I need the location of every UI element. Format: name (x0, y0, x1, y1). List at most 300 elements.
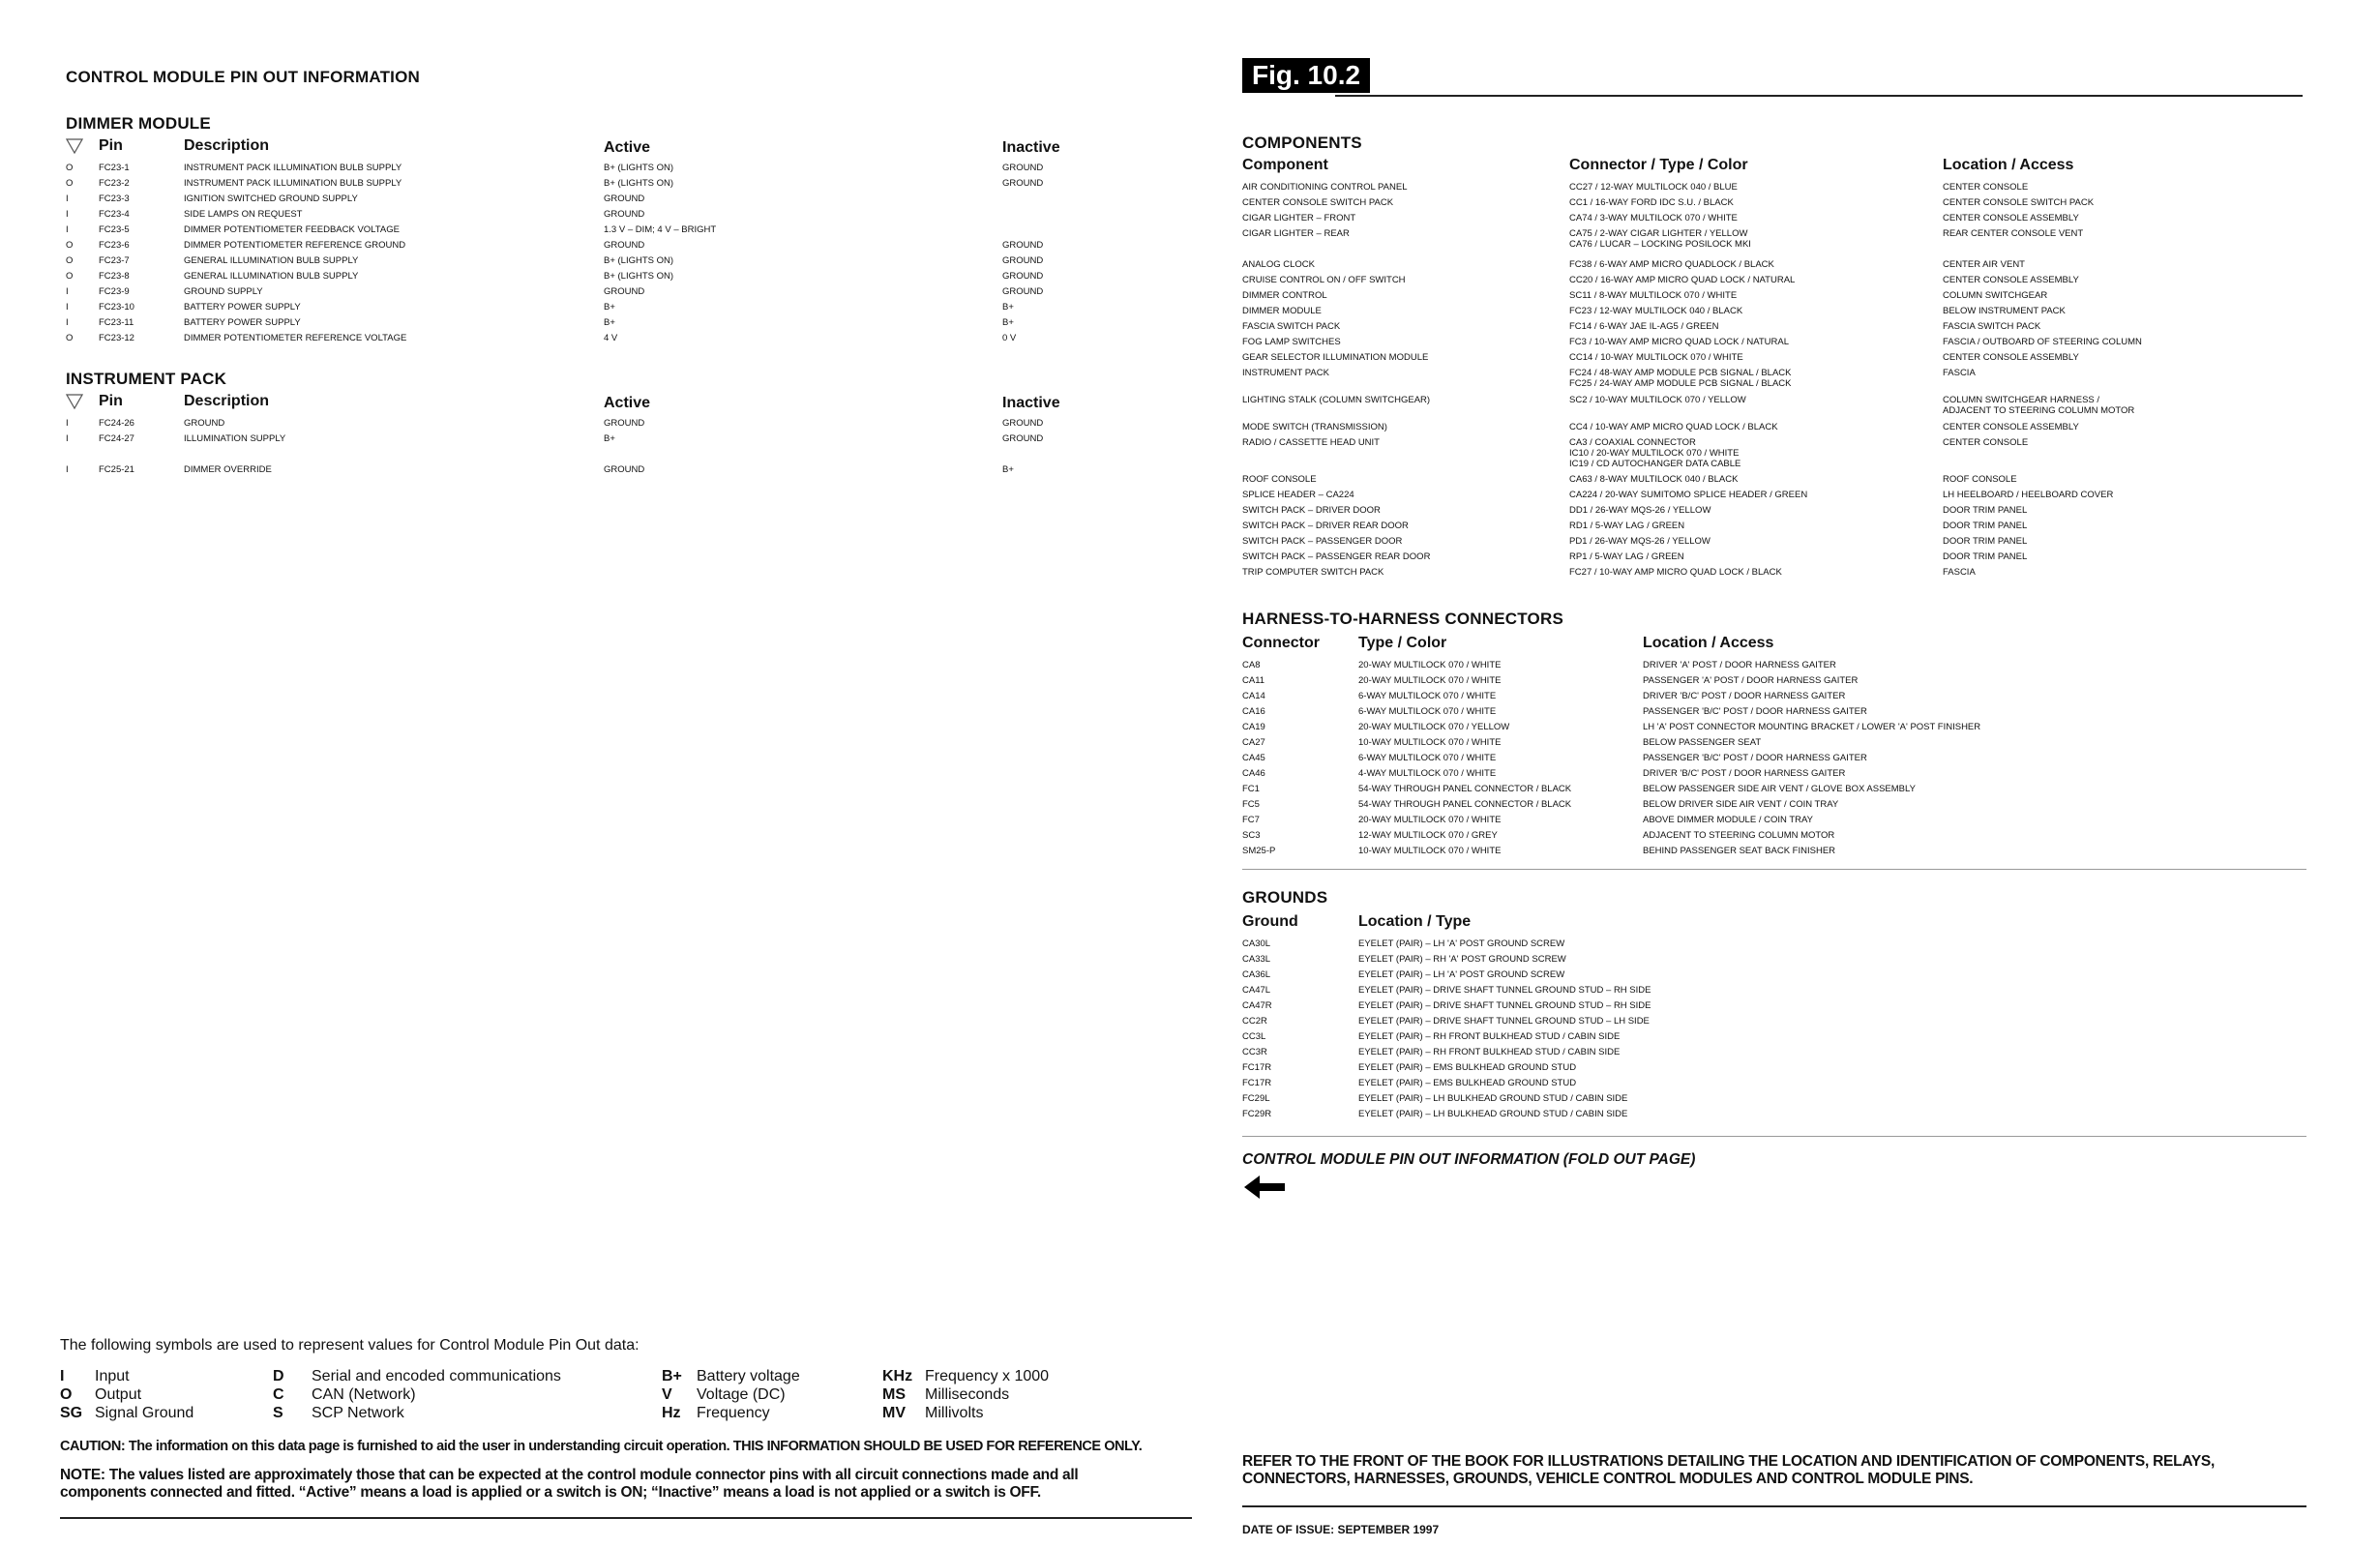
symbol-code: V (662, 1386, 672, 1403)
io-type: O (66, 178, 74, 189)
type-color: 20-WAY MULTILOCK 070 / YELLOW (1358, 722, 1510, 732)
connector-id: CA11 (1242, 675, 1265, 686)
active-value: B+ (LIGHTS ON) (604, 255, 674, 266)
table-row (1242, 983, 2306, 998)
col-location-type: Location / Type (1358, 913, 1472, 930)
col-type-color: Type / Color (1358, 635, 1447, 651)
inactive-value: GROUND (1002, 240, 1044, 251)
location-access: DOOR TRIM PANEL (1943, 521, 2028, 531)
connector-id: CA46 (1242, 768, 1265, 779)
connector-type: CC20 / 16-WAY AMP MICRO QUAD LOCK / NATURAL (1569, 275, 1796, 285)
location-access: FASCIA (1943, 567, 1976, 578)
connector-type: FC38 / 6-WAY AMP MICRO QUADLOCK / BLACK (1569, 259, 1774, 270)
fig-rule (1335, 95, 2303, 97)
io-type: I (66, 302, 69, 313)
component-name: FASCIA SWITCH PACK (1242, 321, 1341, 332)
connector-type: FC27 / 10-WAY AMP MICRO QUAD LOCK / BLACK (1569, 567, 1782, 578)
connector-type: DD1 / 26-WAY MQS-26 / YELLOW (1569, 505, 1711, 516)
location-access: FASCIA (1943, 368, 1976, 378)
table-row (66, 253, 1178, 269)
location-access: FASCIA SWITCH PACK (1943, 321, 2041, 332)
type-color: 6-WAY MULTILOCK 070 / WHITE (1358, 706, 1497, 717)
table-row (1242, 257, 2306, 273)
pin-description: IGNITION SWITCHED GROUND SUPPLY (184, 194, 358, 204)
active-value: B+ (LIGHTS ON) (604, 163, 674, 173)
ground-id: FC17R (1242, 1062, 1272, 1073)
inactive-value: GROUND (1002, 418, 1044, 429)
pin-description: INSTRUMENT PACK ILLUMINATION BULB SUPPLY (184, 178, 402, 189)
active-value: GROUND (604, 209, 645, 220)
location-access: ROOF CONSOLE (1943, 474, 2017, 485)
active-value: GROUND (604, 418, 645, 429)
table-row (66, 432, 1178, 447)
ground-id: CC3L (1242, 1031, 1266, 1042)
location-access: BEHIND PASSENGER SEAT BACK FINISHER (1643, 846, 1836, 856)
table-row (1242, 288, 2306, 304)
io-type: I (66, 418, 69, 429)
instrument-table-body (66, 416, 1178, 484)
pin-description: DIMMER POTENTIOMETER REFERENCE GROUND (184, 240, 406, 251)
type-color: 20-WAY MULTILOCK 070 / WHITE (1358, 660, 1502, 670)
symbol-code: D (273, 1368, 284, 1384)
col-component: Component (1242, 157, 1328, 173)
pin-id: FC23-3 (99, 194, 130, 204)
io-type: I (66, 224, 69, 235)
active-value: GROUND (604, 240, 645, 251)
table-row (1242, 304, 2306, 319)
inactive-value: GROUND (1002, 178, 1044, 189)
ground-id: CA47L (1242, 985, 1271, 996)
table-row (1242, 319, 2306, 335)
inactive-value: GROUND (1002, 433, 1044, 444)
io-triangle-icon (66, 393, 83, 415)
instrument-pack-heading: INSTRUMENT PACK (66, 370, 227, 388)
table-row (1242, 1029, 2306, 1045)
symbol-code: SG (60, 1405, 83, 1421)
connector-type: CA63 / 8-WAY MULTILOCK 040 / BLACK (1569, 474, 1739, 485)
component-name: FOG LAMP SWITCHES (1242, 337, 1341, 347)
connector-id: SM25-P (1242, 846, 1276, 856)
table-row (1242, 550, 2306, 565)
ground-id: CA36L (1242, 969, 1271, 980)
table-row (1242, 1060, 2306, 1076)
col-pin: Pin (99, 137, 123, 154)
connector-type: RD1 / 5-WAY LAG / GREEN (1569, 521, 1685, 531)
symbol-meaning: Milliseconds (925, 1386, 1010, 1403)
connector-type: FC14 / 6-WAY JAE IL-AG5 / GREEN (1569, 321, 1719, 332)
pin-id: FC23-9 (99, 286, 130, 297)
type-color: 20-WAY MULTILOCK 070 / WHITE (1358, 815, 1502, 825)
table-row (1242, 735, 2306, 751)
grounds-header (1242, 913, 2306, 935)
io-type: O (66, 163, 74, 173)
table-row (1242, 1107, 2306, 1122)
table-row (1242, 1045, 2306, 1060)
table-row (1242, 273, 2306, 288)
pin-description: BATTERY POWER SUPPLY (184, 302, 301, 313)
pin-id: FC23-10 (99, 302, 134, 313)
connector-id: FC5 (1242, 799, 1260, 810)
symbol-code: MS (882, 1386, 906, 1403)
pin-description: SIDE LAMPS ON REQUEST (184, 209, 303, 220)
connector-type: CA74 / 3-WAY MULTILOCK 070 / WHITE (1569, 213, 1738, 223)
type-color: 10-WAY MULTILOCK 070 / WHITE (1358, 846, 1502, 856)
col-inactive: Inactive (1002, 395, 1060, 411)
io-type: O (66, 240, 74, 251)
component-name: DIMMER MODULE (1242, 306, 1322, 316)
symbol-code: C (273, 1386, 284, 1403)
location-type: EYELET (PAIR) – LH BULKHEAD GROUND STUD / CABIN SIDE (1358, 1109, 1628, 1119)
io-type: I (66, 433, 69, 444)
io-type: I (66, 194, 69, 204)
type-color: 6-WAY MULTILOCK 070 / WHITE (1358, 691, 1497, 701)
table-row (66, 192, 1178, 207)
table-row (1242, 673, 2306, 689)
connector-type: CA75 / 2-WAY CIGAR LIGHTER / YELLOW (1569, 228, 1748, 239)
active-value: B+ (604, 302, 615, 313)
harness-divider (1242, 869, 2306, 870)
figure-label: Fig. 10.2 (1242, 58, 1370, 93)
location-access: BELOW PASSENGER SEAT (1643, 737, 1762, 748)
symbol-code: S (273, 1405, 283, 1421)
location-access: ADJACENT TO STEERING COLUMN MOTOR (1943, 405, 2135, 416)
ground-id: CC3R (1242, 1047, 1267, 1057)
location-access: REAR CENTER CONSOLE VENT (1943, 228, 2084, 239)
table-row (1242, 1091, 2306, 1107)
pin-description: ILLUMINATION SUPPLY (184, 433, 286, 444)
grounds-table-body (1242, 937, 2306, 1130)
inactive-value: GROUND (1002, 255, 1044, 266)
pin-id: FC23-2 (99, 178, 130, 189)
connector-type: FC25 / 24-WAY AMP MODULE PCB SIGNAL / BLACK (1569, 378, 1792, 389)
table-row (1242, 472, 2306, 488)
pin-id: FC23-5 (99, 224, 130, 235)
location-access: CENTER CONSOLE ASSEMBLY (1943, 422, 2079, 432)
connector-id: SC3 (1242, 830, 1261, 841)
io-type: O (66, 333, 74, 343)
component-name: RADIO / CASSETTE HEAD UNIT (1242, 437, 1380, 448)
connector-type: FC3 / 10-WAY AMP MICRO QUAD LOCK / NATURAL (1569, 337, 1789, 347)
connector-id: FC7 (1242, 815, 1260, 825)
col-location-access: Location / Access (1643, 635, 1774, 651)
connector-id: CA8 (1242, 660, 1261, 670)
io-triangle-icon (66, 137, 83, 160)
symbol-meaning: Output (95, 1386, 142, 1403)
location-access: DRIVER 'B/C' POST / DOOR HARNESS GAITER (1643, 768, 1846, 779)
io-type: I (66, 464, 69, 475)
table-row (1242, 350, 2306, 366)
table-row (66, 315, 1178, 331)
connector-type: CC4 / 10-WAY AMP MICRO QUAD LOCK / BLACK (1569, 422, 1778, 432)
connector-id: CA16 (1242, 706, 1265, 717)
table-row (1242, 766, 2306, 782)
location-access: DOOR TRIM PANEL (1943, 536, 2028, 547)
table-row (1242, 435, 2306, 472)
location-type: EYELET (PAIR) – RH 'A' POST GROUND SCREW (1358, 954, 1566, 965)
table-row (66, 176, 1178, 192)
connector-id: FC1 (1242, 784, 1260, 794)
table-row (66, 161, 1178, 176)
component-name: SWITCH PACK – PASSENGER REAR DOOR (1242, 551, 1431, 562)
table-row (66, 300, 1178, 315)
table-row (66, 462, 1178, 478)
connector-type: FC23 / 12-WAY MULTILOCK 040 / BLACK (1569, 306, 1743, 316)
inactive-value: 0 V (1002, 333, 1017, 343)
type-color: 4-WAY MULTILOCK 070 / WHITE (1358, 768, 1497, 779)
active-value: GROUND (604, 286, 645, 297)
connector-type: SC11 / 8-WAY MULTILOCK 070 / WHITE (1569, 290, 1738, 301)
type-color: 10-WAY MULTILOCK 070 / WHITE (1358, 737, 1502, 748)
table-row (66, 207, 1178, 223)
pin-id: FC23-8 (99, 271, 130, 282)
table-row (1242, 195, 2306, 211)
pin-id: FC23-1 (99, 163, 130, 173)
pin-description: DIMMER OVERRIDE (184, 464, 272, 475)
ground-id: CC2R (1242, 1016, 1267, 1027)
table-row (1242, 519, 2306, 534)
location-access: FASCIA / OUTBOARD OF STEERING COLUMN (1943, 337, 2142, 347)
pin-id: FC25-21 (99, 464, 134, 475)
col-active: Active (604, 395, 651, 411)
type-color: 12-WAY MULTILOCK 070 / GREY (1358, 830, 1498, 841)
component-name: LIGHTING STALK (COLUMN SWITCHGEAR) (1242, 395, 1431, 405)
col-description: Description (184, 137, 270, 154)
location-access: BELOW INSTRUMENT PACK (1943, 306, 2066, 316)
symbol-meaning: SCP Network (312, 1405, 404, 1421)
connector-type: CA224 / 20-WAY SUMITOMO SPLICE HEADER / GREEN (1569, 490, 1808, 500)
table-row (1242, 420, 2306, 435)
pin-description: BATTERY POWER SUPPLY (184, 317, 301, 328)
component-name: MODE SWITCH (TRANSMISSION) (1242, 422, 1387, 432)
pin-id: FC24-26 (99, 418, 134, 429)
connector-id: CA19 (1242, 722, 1265, 732)
date-of-issue: DATE OF ISSUE: SEPTEMBER 1997 (1242, 1523, 1440, 1536)
inactive-value: GROUND (1002, 286, 1044, 297)
col-connector: Connector (1242, 635, 1320, 651)
foldout-arrow-icon[interactable] (1242, 1173, 1287, 1206)
location-access: PASSENGER 'B/C' POST / DOOR HARNESS GAITER (1643, 753, 1867, 763)
table-row (1242, 335, 2306, 350)
symbol-meaning: Serial and encoded communications (312, 1368, 561, 1384)
table-row (1242, 503, 2306, 519)
symbol-code: B+ (662, 1368, 682, 1384)
table-row (1242, 751, 2306, 766)
component-name: INSTRUMENT PACK (1242, 368, 1329, 378)
active-value: B+ (604, 317, 615, 328)
symbol-meaning: Frequency (697, 1405, 770, 1421)
location-access: BELOW PASSENGER SIDE AIR VENT / GLOVE BOX ASSEMBLY (1643, 784, 1916, 794)
dimmer-table-header (66, 137, 1178, 161)
active-value: 1.3 V – DIM; 4 V – BRIGHT (604, 224, 717, 235)
inactive-value: B+ (1002, 464, 1014, 475)
active-value: B+ (604, 433, 615, 444)
note-line-1: NOTE: The values listed are approximately those that can be expected at the control module connector pins with all circuit connections made and all (60, 1467, 1079, 1483)
col-connector-type-color: Connector / Type / Color (1569, 157, 1748, 173)
pin-id: FC23-7 (99, 255, 130, 266)
type-color: 6-WAY MULTILOCK 070 / WHITE (1358, 753, 1497, 763)
components-header (1242, 157, 2306, 178)
location-type: EYELET (PAIR) – LH BULKHEAD GROUND STUD / CABIN SIDE (1358, 1093, 1628, 1104)
connector-type: CC27 / 12-WAY MULTILOCK 040 / BLUE (1569, 182, 1738, 193)
io-type: I (66, 286, 69, 297)
pin-id: FC23-11 (99, 317, 134, 328)
symbol-code: KHz (882, 1368, 913, 1384)
harness-heading: HARNESS-TO-HARNESS CONNECTORS (1242, 610, 1563, 628)
connector-id: CA27 (1242, 737, 1265, 748)
pin-description: GROUND SUPPLY (184, 286, 263, 297)
ground-id: CA33L (1242, 954, 1271, 965)
table-row (1242, 968, 2306, 983)
component-name: TRIP COMPUTER SWITCH PACK (1242, 567, 1384, 578)
location-access: COLUMN SWITCHGEAR (1943, 290, 2048, 301)
ground-id: FC17R (1242, 1078, 1272, 1088)
inactive-value: B+ (1002, 302, 1014, 313)
grounds-divider (1242, 1136, 2306, 1137)
io-type: O (66, 255, 74, 266)
connector-type: CC1 / 16-WAY FORD IDC S.U. / BLACK (1569, 197, 1734, 208)
table-row (1242, 1014, 2306, 1029)
symbol-code: Hz (662, 1405, 681, 1421)
table-row (1242, 813, 2306, 828)
symbol-meaning: Signal Ground (95, 1405, 194, 1421)
col-pin: Pin (99, 393, 123, 409)
table-row (1242, 720, 2306, 735)
table-row (1242, 828, 2306, 844)
location-access: CENTER AIR VENT (1943, 259, 2025, 270)
table-row (66, 416, 1178, 432)
connector-type: CA3 / COAXIAL CONNECTOR (1569, 437, 1696, 448)
location-access: DRIVER 'A' POST / DOOR HARNESS GAITER (1643, 660, 1836, 670)
table-row (66, 238, 1178, 253)
inactive-value: B+ (1002, 317, 1014, 328)
location-access: CENTER CONSOLE (1943, 437, 2029, 448)
location-access: LH HEELBOARD / HEELBOARD COVER (1943, 490, 2114, 500)
type-color: 54-WAY THROUGH PANEL CONNECTOR / BLACK (1358, 784, 1572, 794)
table-row (1242, 211, 2306, 226)
location-access: DOOR TRIM PANEL (1943, 505, 2028, 516)
connector-type: PD1 / 26-WAY MQS-26 / YELLOW (1569, 536, 1711, 547)
symbol-meaning: Frequency x 1000 (925, 1368, 1050, 1384)
harness-table-body (1242, 658, 2306, 861)
ground-id: CA30L (1242, 938, 1271, 949)
table-row (1242, 393, 2306, 419)
component-name: SWITCH PACK – PASSENGER DOOR (1242, 536, 1403, 547)
instrument-table-header (66, 393, 1178, 416)
table-row (1242, 844, 2306, 859)
table-row (1242, 565, 2306, 580)
component-name: CIGAR LIGHTER – REAR (1242, 228, 1350, 239)
type-color: 20-WAY MULTILOCK 070 / WHITE (1358, 675, 1502, 686)
col-inactive: Inactive (1002, 139, 1060, 156)
inactive-value: GROUND (1002, 271, 1044, 282)
pin-id: FC24-27 (99, 433, 134, 444)
pin-description: GROUND (184, 418, 225, 429)
location-access: DOOR TRIM PANEL (1943, 551, 2028, 562)
location-access: CENTER CONSOLE SWITCH PACK (1943, 197, 2095, 208)
component-name: ROOF CONSOLE (1242, 474, 1317, 485)
active-value: 4 V (604, 333, 618, 343)
active-value: B+ (LIGHTS ON) (604, 271, 674, 282)
connector-type: IC10 / 20-WAY MULTILOCK 070 / WHITE (1569, 448, 1740, 459)
symbol-meaning: CAN (Network) (312, 1386, 416, 1403)
ground-id: FC29L (1242, 1093, 1270, 1104)
foldout-label: CONTROL MODULE PIN OUT INFORMATION (FOLD OUT PAGE) (1242, 1151, 1696, 1168)
location-access: CENTER CONSOLE (1943, 182, 2029, 193)
left-bottom-rule (60, 1517, 1192, 1519)
pin-id: FC23-6 (99, 240, 130, 251)
active-value: GROUND (604, 194, 645, 204)
dimmer-table-body (66, 161, 1178, 354)
location-type: EYELET (PAIR) – DRIVE SHAFT TUNNEL GROUND STUD – RH SIDE (1358, 985, 1651, 996)
table-row (1242, 689, 2306, 704)
location-type: EYELET (PAIR) – DRIVE SHAFT TUNNEL GROUND STUD – RH SIDE (1358, 1000, 1651, 1011)
pin-description: DIMMER POTENTIOMETER FEEDBACK VOLTAGE (184, 224, 400, 235)
ground-id: CA47R (1242, 1000, 1272, 1011)
location-access: BELOW DRIVER SIDE AIR VENT / COIN TRAY (1643, 799, 1839, 810)
table-row (1242, 366, 2306, 392)
col-ground: Ground (1242, 913, 1298, 930)
component-name: SWITCH PACK – DRIVER REAR DOOR (1242, 521, 1409, 531)
location-access: PASSENGER 'B/C' POST / DOOR HARNESS GAITER (1643, 706, 1867, 717)
location-access: PASSENGER 'A' POST / DOOR HARNESS GAITER (1643, 675, 1859, 686)
type-color: 54-WAY THROUGH PANEL CONNECTOR / BLACK (1358, 799, 1572, 810)
component-name: SPLICE HEADER – CA224 (1242, 490, 1354, 500)
table-row (1242, 797, 2306, 813)
table-row (1242, 658, 2306, 673)
location-type: EYELET (PAIR) – EMS BULKHEAD GROUND STUD (1358, 1078, 1577, 1088)
symbol-code: I (60, 1368, 65, 1384)
io-type: O (66, 271, 74, 282)
active-value: GROUND (604, 464, 645, 475)
inactive-value: GROUND (1002, 163, 1044, 173)
col-location-access: Location / Access (1943, 157, 2074, 173)
table-row (66, 269, 1178, 284)
pin-description: GENERAL ILLUMINATION BULB SUPPLY (184, 255, 359, 266)
right-bottom-rule (1242, 1505, 2306, 1507)
symbol-code: O (60, 1386, 73, 1403)
location-access: ABOVE DIMMER MODULE / COIN TRAY (1643, 815, 1813, 825)
table-row (1242, 226, 2306, 253)
connector-id: CA45 (1242, 753, 1265, 763)
component-name: DIMMER CONTROL (1242, 290, 1327, 301)
refer-line-1: REFER TO THE FRONT OF THE BOOK FOR ILLUSTRATIONS DETAILING THE LOCATION AND IDENTIFICATION OF COMPONENTS, RELAYS, (1242, 1453, 2216, 1470)
table-row (1242, 180, 2306, 195)
symbol-code: MV (882, 1405, 906, 1421)
col-description: Description (184, 393, 270, 409)
page-title: CONTROL MODULE PIN OUT INFORMATION (66, 68, 420, 86)
symbol-meaning: Millivolts (925, 1405, 984, 1421)
table-row (66, 223, 1178, 238)
location-access: DRIVER 'B/C' POST / DOOR HARNESS GAITER (1643, 691, 1846, 701)
location-type: EYELET (PAIR) – RH FRONT BULKHEAD STUD / CABIN SIDE (1358, 1031, 1621, 1042)
location-type: EYELET (PAIR) – DRIVE SHAFT TUNNEL GROUND STUD – LH SIDE (1358, 1016, 1650, 1027)
table-row (1242, 704, 2306, 720)
pin-description: DIMMER POTENTIOMETER REFERENCE VOLTAGE (184, 333, 407, 343)
harness-header (1242, 635, 2306, 656)
io-type: I (66, 209, 69, 220)
connector-type: CC14 / 10-WAY MULTILOCK 070 / WHITE (1569, 352, 1743, 363)
dimmer-module-heading: DIMMER MODULE (66, 114, 211, 133)
pin-description: INSTRUMENT PACK ILLUMINATION BULB SUPPLY (184, 163, 402, 173)
component-name: GEAR SELECTOR ILLUMINATION MODULE (1242, 352, 1429, 363)
component-name: CRUISE CONTROL ON / OFF SWITCH (1242, 275, 1406, 285)
pin-id: FC23-12 (99, 333, 134, 343)
component-name: SWITCH PACK – DRIVER DOOR (1242, 505, 1381, 516)
active-value: B+ (LIGHTS ON) (604, 178, 674, 189)
table-row (1242, 937, 2306, 952)
col-active: Active (604, 139, 651, 156)
table-row (1242, 952, 2306, 968)
